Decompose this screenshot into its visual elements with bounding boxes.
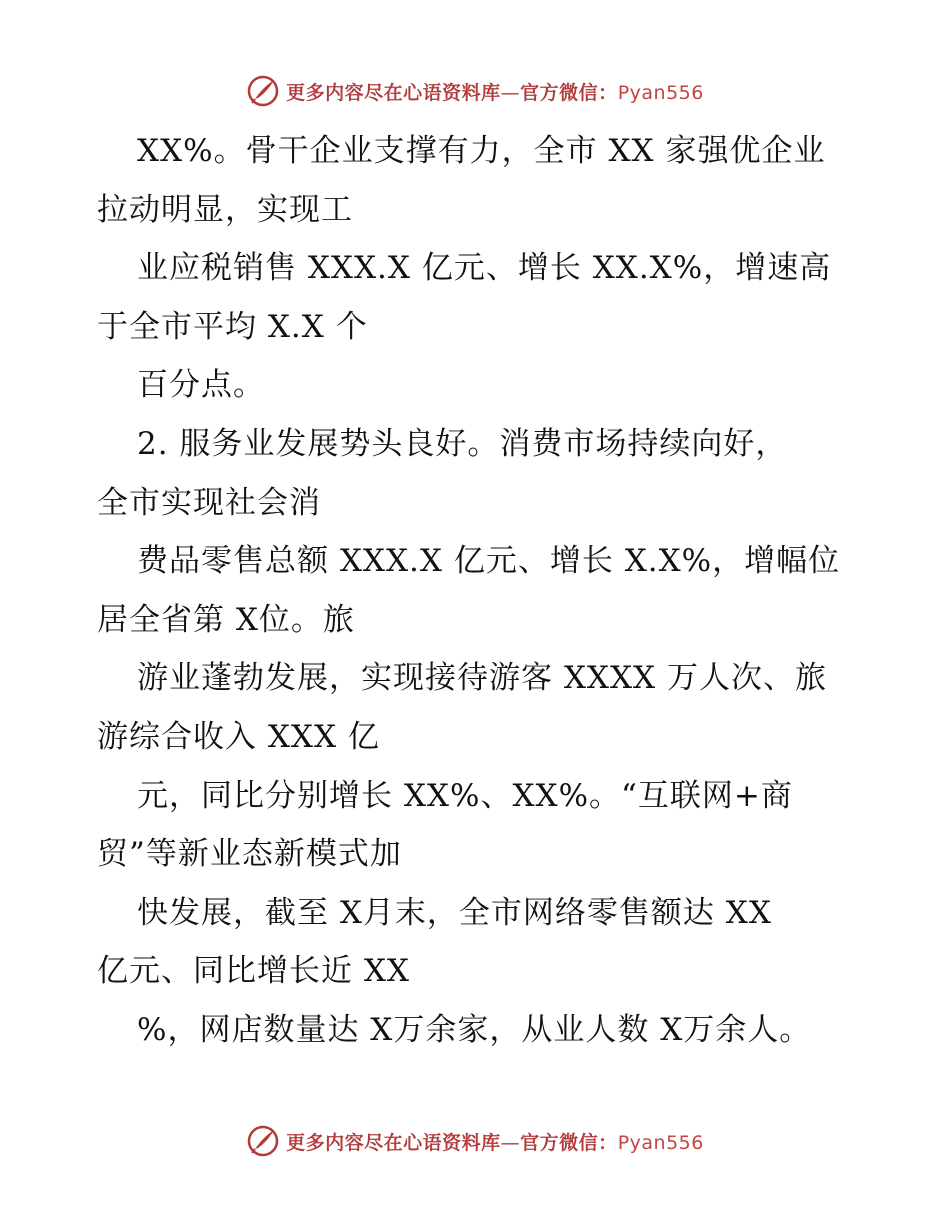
body-line-16: %，网店数量达 X万余家，从业人数 X万余人。 (137, 1011, 812, 1048)
footer-watermark (0, 1121, 950, 1161)
body-line-11: 游综合收入 XXX 亿 (97, 718, 380, 755)
body-line-4: 于全市平均 X.X 个 (97, 308, 368, 345)
body-line-9: 居全省第 X位。旅 (97, 601, 355, 638)
body-line-13: 贸”等新业态新模式加 (97, 836, 402, 873)
body-line-12: 元，同比分别增长 XX%、XX%。“互联网+商 (137, 777, 793, 814)
body-line-15: 亿元、同比增长近 XX (97, 953, 410, 990)
document-body (97, 122, 877, 1060)
body-line-7: 全市实现社会消 (97, 484, 321, 521)
body-line-10: 游业蓬勃发展，实现接待游客 XXXX 万人次、旅 (137, 660, 827, 697)
header-watermark (0, 71, 950, 111)
body-line-8: 费品零售总额 XXX.X 亿元、增长 X.X%，增幅位 (137, 543, 841, 580)
body-line-2: 拉动明显，实现工 (97, 191, 353, 228)
body-line-3: 业应税销售 XXX.X 亿元、增长 XX.X%，增速高 (137, 250, 832, 287)
body-line-6: 2. 服务业发展势头良好。消费市场持续向好， (137, 425, 788, 462)
feather-pen-logo-icon (246, 1124, 280, 1158)
feather-pen-logo-icon (246, 74, 280, 108)
watermark-text: 更多内容尽在心语资料库—官方微信：Pyan556 (286, 81, 704, 104)
watermark-text: 更多内容尽在心语资料库—官方微信：Pyan556 (286, 1131, 704, 1154)
body-line-5: 百分点。 (137, 367, 265, 404)
body-line-1: XX%。骨干企业支撑有力，全市 XX 家强优企业 (137, 133, 826, 169)
body-line-14: 快发展，截至 X月末，全市网络零售额达 XX (137, 894, 772, 931)
